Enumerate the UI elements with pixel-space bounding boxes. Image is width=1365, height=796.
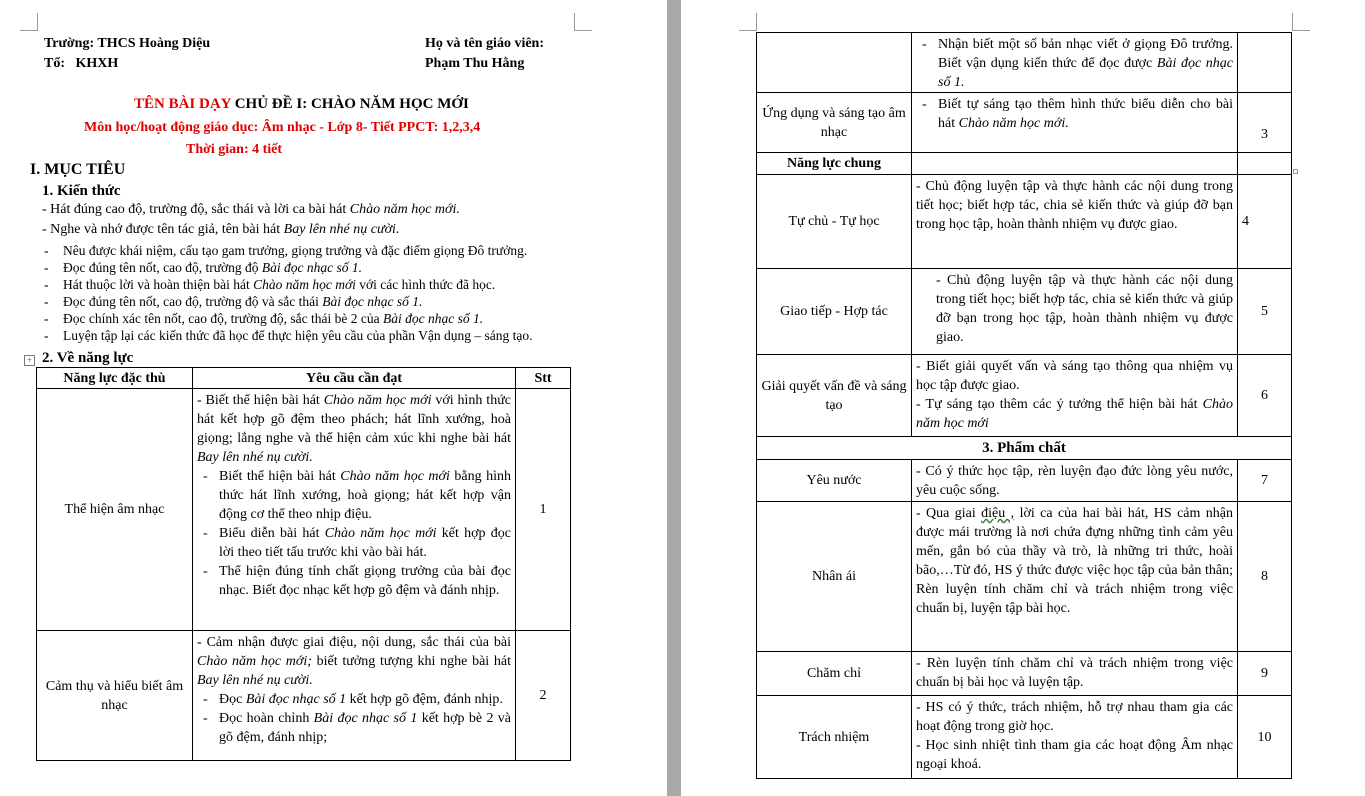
quality-name: Chăm chỉ xyxy=(757,652,912,696)
crop-mark xyxy=(20,30,38,31)
bullet-italic: Bài đọc nhạc số 1. xyxy=(382,311,484,326)
lesson-title-main: CHỦ ĐỀ I: CHÀO NĂM HỌC MỚI xyxy=(230,96,469,112)
crop-mark xyxy=(756,13,757,31)
crop-mark xyxy=(1292,13,1293,31)
req-italic: Chào năm học mới xyxy=(324,526,437,541)
quality-name: Nhân ái xyxy=(757,502,912,652)
competency-name: Giao tiếp - Hợp tác xyxy=(757,269,912,355)
req-text: Đọc xyxy=(219,692,246,707)
requirement-bullet xyxy=(197,709,511,747)
req-text: kết hợp bè 2 và gõ đệm, đánh nhịp; xyxy=(219,711,511,745)
group-label: Tổ: KHXH xyxy=(44,56,119,71)
requirement-bullet xyxy=(197,690,511,709)
document-page-left xyxy=(0,0,667,796)
lesson-subject: Môn học/hoạt động giáo dục: Âm nhạc - Lớp 8- Tiết PPCT: 1,2,3,4 xyxy=(84,120,481,135)
req-text: Biểu diễn bài hát xyxy=(219,526,325,541)
table-row xyxy=(757,437,1292,460)
table-row xyxy=(37,389,571,631)
teacher-label: Họ và tên giáo viên: xyxy=(425,36,544,51)
req-italic: Bài đọc nhạc số 1 xyxy=(313,711,418,726)
requirement-bullet xyxy=(916,35,1233,92)
competency-name: Thể hiện âm nhạc xyxy=(37,389,193,631)
competency-name: Ứng dụng và sáng tạo âm nhạc xyxy=(757,93,912,153)
subheading-knowledge: 1. Kiến thức xyxy=(42,183,121,199)
table-header-competency: Năng lực đặc thù xyxy=(37,368,193,389)
knowledge-bullet xyxy=(42,293,532,310)
table-row xyxy=(37,631,571,761)
table-resize-handle-icon[interactable] xyxy=(1293,169,1298,174)
table-row xyxy=(757,502,1292,652)
quality-cell: - Rèn luyện tính chăm chỉ và trách nhiệm trong việc chuẩn bị bài học và luyện tập. xyxy=(912,652,1238,696)
stt-cell: 3 xyxy=(1238,93,1292,153)
knowledge-item-1-text: - Hát đúng cao độ, trường độ, sắc thái và lời ca bài hát xyxy=(42,202,350,217)
document-page-right xyxy=(681,0,1365,796)
table-row xyxy=(757,355,1292,437)
table-row xyxy=(757,153,1292,175)
requirement-cell xyxy=(193,389,516,631)
competency-name: Giải quyết vấn đề và sáng tạo xyxy=(757,355,912,437)
table-row xyxy=(757,269,1292,355)
req-italic: Chào năm học mới; xyxy=(197,654,312,669)
requirement-cell: - Chủ động luyện tập và thực hành các nội dung trong tiết học; biết hợp tác, chia sẻ kiến thức và giúp đỡ bạn trong học tập, hoàn thành nhiệm vụ được giao. xyxy=(912,269,1238,355)
subheading-competencies: 2. Về năng lực xyxy=(42,350,134,366)
empty-cell xyxy=(1238,153,1292,175)
page-gutter xyxy=(667,0,681,796)
req-text: - Tự sáng tạo thêm các ý tưởng thể hiện bài hát xyxy=(916,397,1203,412)
requirement-bullet xyxy=(197,524,511,562)
stt-cell: 7 xyxy=(1238,460,1292,502)
table-header-requirement: Yêu cầu cần đạt xyxy=(193,368,516,389)
req-italic: Bài đọc nhạc số 1. xyxy=(938,56,1233,90)
stt-cell: 6 xyxy=(1238,355,1292,437)
bullet-text: Đọc chính xác tên nốt, cao độ, trường độ, sắc thái bè 2 của xyxy=(63,311,383,326)
req-text: biết tưởng tượng khi nghe bài hát xyxy=(311,654,511,669)
qualities-heading: 3. Phẩm chất xyxy=(757,437,1292,460)
table-row xyxy=(757,652,1292,696)
req-text: Biết thể hiện bài hát xyxy=(219,469,341,484)
empty-cell xyxy=(912,153,1238,175)
knowledge-bullet xyxy=(42,310,532,327)
req-italic: Chào năm học mới xyxy=(340,469,450,484)
req-text: với hình thức hát kết hợp gõ đệm theo phách; hát lĩnh xướng, hoà giọng; lắng nghe và thể hiện cảm xúc khi nghe bài hát xyxy=(197,393,511,446)
bullet-text: Đọc đúng tên nốt, cao độ, trường độ và sắc thái xyxy=(63,294,323,309)
quality-cell xyxy=(912,502,1238,652)
req-italic: Bài đọc nhạc số 1 xyxy=(245,692,347,707)
table-row xyxy=(757,696,1292,779)
stt-cell-empty xyxy=(1238,33,1292,93)
knowledge-bullet: - Luyện tập lại các kiến thức đã học để thực hiện yêu cầu của phần Vận dụng – sáng tạo. xyxy=(42,327,532,344)
requirement-bullet xyxy=(197,467,511,524)
bullet-italic: Bài đọc nhạc số 1. xyxy=(261,260,363,275)
requirement-bullet xyxy=(916,95,1233,133)
stt-cell: 10 xyxy=(1238,696,1292,779)
stt-cell: 5 xyxy=(1238,269,1292,355)
req-text: bằng hình thức hát lĩnh xướng, hoà giọng; hát kết hợp vận động cơ thể theo nhịp điệu. xyxy=(219,469,511,522)
school-label: Trường: THCS Hoàng Diệu xyxy=(44,36,211,51)
stt-cell: 4 xyxy=(1238,175,1292,269)
req-text: - Qua giai xyxy=(916,506,982,521)
competency-name: Cảm thụ và hiểu biết âm nhạc xyxy=(37,631,193,761)
requirement-cell xyxy=(193,631,516,761)
bullet-text: với các hình thức đã học. xyxy=(355,277,496,292)
bullet-text: Đọc đúng tên nốt, cao độ, trường độ xyxy=(63,260,262,275)
bullet-italic: Chào năm học mới xyxy=(253,277,356,292)
competency-name: Tự chủ - Tự học xyxy=(757,175,912,269)
teacher-name: Phạm Thu Hằng xyxy=(425,56,525,71)
competency-name-empty xyxy=(757,33,912,93)
knowledge-item-2-song: Bay lên nhé nụ cười. xyxy=(283,222,400,237)
req-italic: Bay lên nhé nụ cười. xyxy=(197,450,313,465)
competency-table-continued xyxy=(756,32,1292,779)
knowledge-item-2 xyxy=(42,221,399,239)
req-italic: Chào năm học mới xyxy=(323,393,432,408)
quality-name: Trách nhiệm xyxy=(757,696,912,779)
requirement-bullet: - Thể hiện đúng tính chất giọng trưởng của bài đọc nhạc. Biết đọc nhạc kết hợp gõ đệm và đánh nhịp. xyxy=(197,562,511,600)
requirement-paragraph xyxy=(197,391,511,467)
requirement-cell xyxy=(912,33,1238,93)
stt-cell: 1 xyxy=(516,389,571,631)
req-text: kết hợp đọc lời theo tiết tấu trước khi vào bài hát. xyxy=(219,526,511,560)
req-text: lời ca của hai bài hát, HS cảm nhận được mái trường là nơi chứa đựng những tình cảm yêu mến, gắn bó của thầy và trò, là những tri thức, hoài bão,…Từ đó, HS ý thức được việc học tập của bản thân; Rèn luyện tính chăm chỉ và trách nhiệm trong việc chuẩn bị, luyện tập bài học. xyxy=(916,506,1233,616)
requirement-cell xyxy=(912,355,1238,437)
table-move-handle-icon[interactable]: + xyxy=(24,355,35,366)
general-competency-label: Năng lực chung xyxy=(757,153,912,175)
table-row xyxy=(757,460,1292,502)
quality-cell: - Có ý thức học tập, rèn luyện đạo đức lòng yêu nước, yêu cuộc sống. xyxy=(912,460,1238,502)
table-header-stt: Stt xyxy=(516,368,571,389)
bullet-italic: Bài đọc nhạc số 1. xyxy=(322,294,423,309)
crop-mark xyxy=(1292,30,1310,31)
crop-mark xyxy=(739,30,757,31)
stt-cell: 9 xyxy=(1238,652,1292,696)
bullet-text: Hát thuộc lời và hoàn thiện bài hát xyxy=(63,277,254,292)
req-text: kết hợp gõ đệm, đánh nhịp. xyxy=(346,692,503,707)
req-italic: Bay lên nhé nụ cười. xyxy=(197,673,313,688)
knowledge-item-1 xyxy=(42,201,460,219)
req-text-spellcheck: điệu , xyxy=(981,506,1015,521)
req-text: - Biết thể hiện bài hát xyxy=(197,393,324,408)
req-italic: Chào năm học mới. xyxy=(958,116,1069,131)
req-text: - HS có ý thức, trách nhiệm, hỗ trợ nhau tham gia các hoạt động trong giờ học. xyxy=(916,700,1233,734)
knowledge-item-1-song: Chào năm học mới. xyxy=(349,202,460,217)
section-heading-objectives: I. MỤC TIÊU xyxy=(30,161,126,178)
knowledge-bullet xyxy=(42,276,532,293)
crop-mark xyxy=(37,13,38,31)
requirement-cell: - Chủ động luyện tập và thực hành các nội dung trong tiết học; biết hợp tác, chia sẻ kiến thức và giúp đỡ bạn trong học tập, hoàn thành nhiệm vụ được giao. xyxy=(912,175,1238,269)
lesson-title xyxy=(134,95,469,113)
lesson-title-prefix: TÊN BÀI DẠY xyxy=(134,96,231,112)
knowledge-bullets xyxy=(42,242,532,344)
stt-cell: 8 xyxy=(1238,502,1292,652)
req-italic: Chào năm học mới xyxy=(916,397,1233,431)
req-text: Biết tự sáng tạo thêm hình thức biểu diễn cho bài hát xyxy=(938,97,1233,131)
requirement-paragraph xyxy=(197,633,511,690)
crop-mark xyxy=(574,30,592,31)
competency-table xyxy=(36,367,571,761)
crop-mark xyxy=(574,13,575,31)
req-text: - Học sinh nhiệt tình tham gia các hoạt động Âm nhạc ngoại khoá. xyxy=(916,738,1233,772)
quality-name: Yêu nước xyxy=(757,460,912,502)
knowledge-bullet xyxy=(42,259,532,276)
table-row xyxy=(757,93,1292,153)
req-text: Nhận biết một số bản nhạc viết ở giọng Đô trưởng. Biết vận dụng kiến thức để đọc được xyxy=(938,37,1233,71)
knowledge-item-2-text: - Nghe và nhớ được tên tác giả, tên bài hát xyxy=(42,222,284,237)
table-row xyxy=(757,33,1292,93)
req-text: - Biết giải quyết vấn và sáng tạo thông qua nhiệm vụ học tập được giao. xyxy=(916,359,1233,393)
knowledge-bullet: - Nêu được khái niệm, cấu tạo gam trưởng, giọng trưởng và đặc điểm giọng Đô trưởng. xyxy=(42,242,532,259)
quality-cell xyxy=(912,696,1238,779)
stt-cell: 2 xyxy=(516,631,571,761)
table-row xyxy=(757,175,1292,269)
req-text xyxy=(916,395,1233,433)
req-text: Đọc hoàn chỉnh xyxy=(219,711,314,726)
req-text: - Cảm nhận được giai điệu, nội dung, sắc thái của bài xyxy=(197,635,511,650)
lesson-time: Thời gian: 4 tiết xyxy=(186,142,283,157)
requirement-cell xyxy=(912,93,1238,153)
